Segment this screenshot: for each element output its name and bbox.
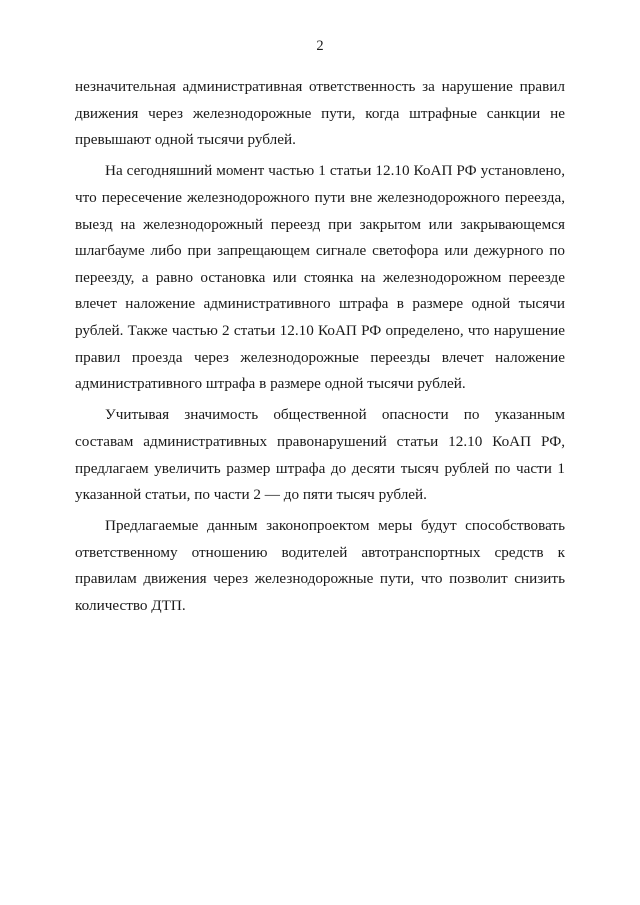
paragraph-1 <box>75 74 565 154</box>
paragraph-line: Предлагаемые данным законопроектом меры будут способствовать <box>105 517 565 535</box>
paragraph-3 <box>75 402 565 508</box>
paragraph-line: шлагбауме либо при запрещающем сигнале светофора или дежурного по <box>75 242 565 260</box>
paragraph-line: что пересечение железнодорожного пути вне железнодорожного переезда, <box>75 188 565 206</box>
paragraph-line: незначительная административная ответственность за нарушение правил <box>75 78 565 95</box>
paragraph-line: указанной статьи, по части 2 — до пяти тысяч рублей. <box>75 486 427 504</box>
paragraph-4 <box>75 513 565 619</box>
paragraph-line: На сегодняшний момент частью 1 статьи 12.10 КоАП РФ установлено, <box>105 162 565 180</box>
paragraph-line: переезду, а равно остановка или стоянка на железнодорожном переезде <box>75 268 565 286</box>
paragraph-line: движения через железнодорожные пути, когда штрафные санкции не <box>75 104 565 122</box>
paragraph-line: предлагаем увеличить размер штрафа до десяти тысяч рублей по части 1 <box>75 459 565 477</box>
document-body <box>75 74 565 620</box>
paragraph-line: административного штрафа в размере одной тысячи рублей. <box>75 375 466 393</box>
paragraph-line: влечет наложение административного штрафа в размере одной тысячи <box>75 295 565 313</box>
paragraph-line: ответственному отношению водителей автотранспортных средств к <box>75 543 565 561</box>
paragraph-line: превышают одной тысячи рублей. <box>75 131 296 149</box>
paragraph-line: количество ДТП. <box>75 597 186 615</box>
paragraph-line: Учитывая значимость общественной опасности по указанным <box>105 406 565 424</box>
paragraph-line: рублей. Также частью 2 статьи 12.10 КоАП РФ определено, что нарушение <box>75 321 565 339</box>
paragraph-line: правилам движения через железнодорожные пути, что позволит снизить <box>75 570 565 588</box>
paragraph-line: составам административных правонарушений статьи 12.10 КоАП РФ, <box>75 432 565 450</box>
paragraph-line: выезд на железнодорожный переезд при закрытом или закрывающемся <box>75 215 565 233</box>
paragraph-2 <box>75 158 565 397</box>
paragraph-line: правил проезда через железнодорожные переезды влечет наложение <box>75 348 565 366</box>
page-number: 2 <box>316 38 324 54</box>
